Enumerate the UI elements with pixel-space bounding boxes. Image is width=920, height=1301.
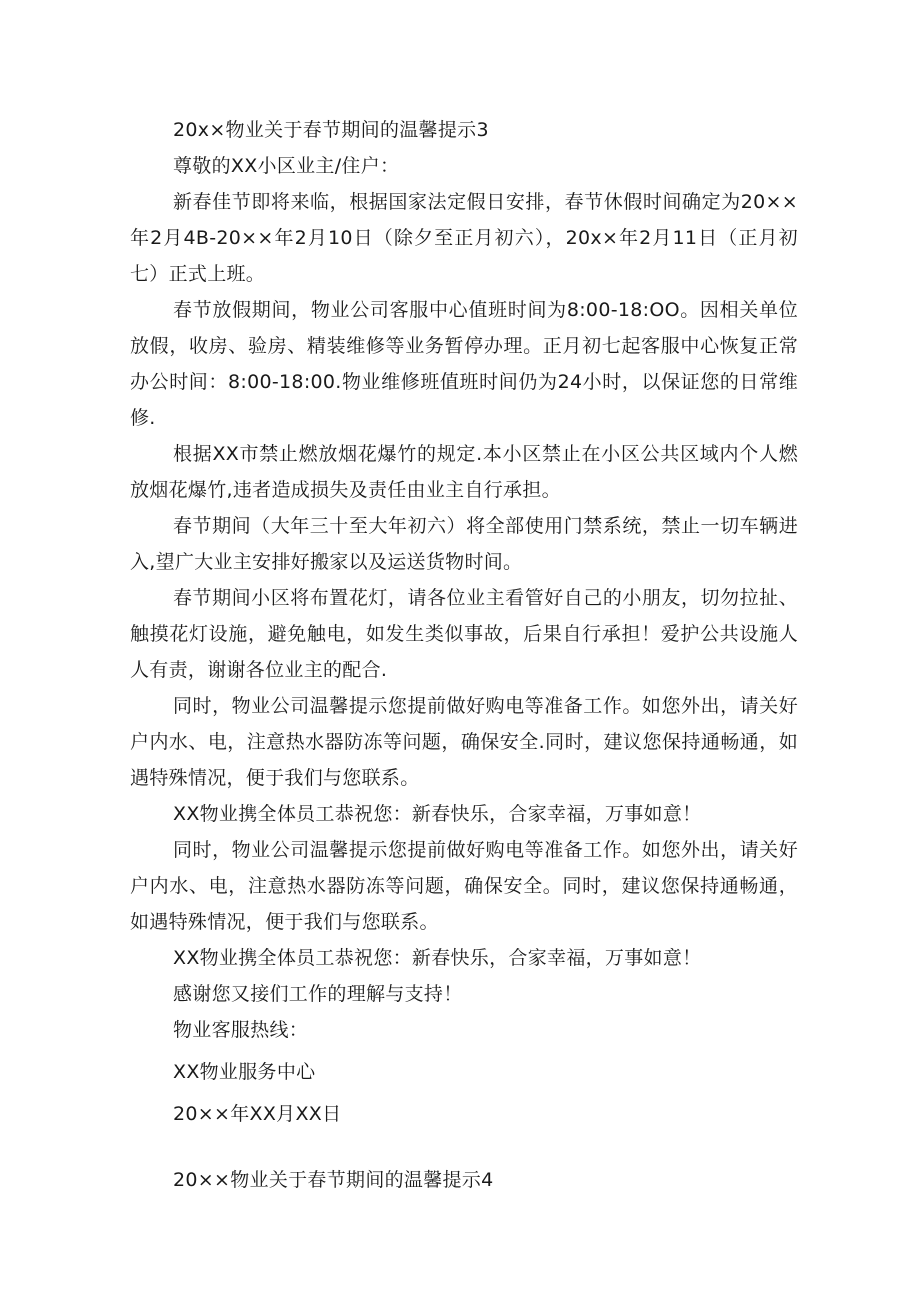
thanks-line: 感谢您又接们工作的理解与支持！: [173, 983, 463, 1005]
next-document-title: 20××物业关于春节期间的温馨提示4: [173, 1169, 494, 1191]
paragraph-greeting-2: XX物业携全体员工恭祝您：新春快乐，合家幸福，万事如意！: [173, 947, 702, 969]
document-body: [130, 112, 798, 1198]
greeting: 尊敬的XX小区业主/住户：: [173, 155, 400, 177]
paragraph-reminder-1: 同时，物业公司温馨提示您提前做好购电等准备工作。如您外出，请关好户内水、电，注意热水器防冻等问题，确保安全.同时，建议您保持通畅通，如遇特殊情况，便于我们与您联系。: [130, 695, 798, 789]
paragraph-service-hours: 春节放假期间，物业公司客服中心值班时间为8:00-18:OO。因相关单位放假，收房、验房、精装维修等业务暂停办理。正月初七起客服中心恢复正常办公时间：8:00-18:00.物业维修班值班时间仍为24小时，以保证您的日常维修.: [130, 299, 798, 429]
document-title: 20x×物业关于春节期间的温馨提示3: [173, 119, 489, 141]
paragraph-fireworks-ban: 根据XX市禁止燃放烟花爆竹的规定.本小区禁止在小区公共区域内个人燃放烟花爆竹,违者造成损失及责任由业主自行承担。: [130, 443, 798, 501]
paragraph-access-control: 春节期间（大年三十至大年初六）将全部使用门禁系统，禁止一切车辆进入,望广大业主安排好搬家以及运送货物时间。: [130, 515, 798, 573]
paragraph-holiday-schedule: 新春佳节即将来临，根据国家法定假日安排，春节休假时间确定为20××年2月4B-20××年2月10日（除夕至正月初六），20x×年2月11日（正月初七）正式上班。: [130, 191, 798, 285]
paragraph-greeting-1: XX物业携全体员工恭祝您：新春快乐，合家幸福，万事如意！: [173, 803, 702, 825]
signature: XX物业服务中心: [173, 1061, 316, 1083]
document-date: 20××年XX月XX日: [173, 1103, 342, 1125]
hotline-label: 物业客服热线：: [173, 1019, 309, 1041]
paragraph-reminder-2: 同时，物业公司温馨提示您提前做好购电等准备工作。如您外出，请关好户内水、电，注意热水器防冻等问题，确保安全。同时，建议您保持通畅通，如遇特殊情况，便于我们与您联系。: [130, 839, 798, 933]
paragraph-lantern-safety: 春节期间小区将布置花灯，请各位业主看管好自己的小朋友，切勿拉扯、触摸花灯设施，避免触电，如发生类似事故，后果自行承担！爱护公共设施人人有责，谢谢各位业主的配合.: [130, 587, 798, 681]
